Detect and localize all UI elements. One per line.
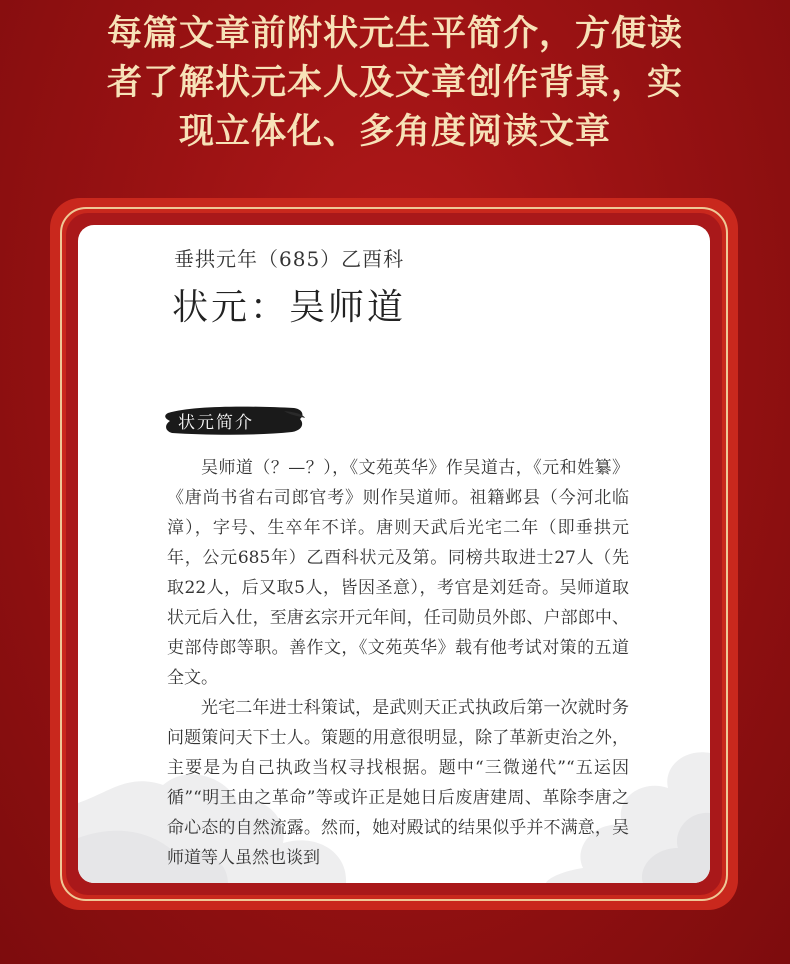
paragraph: 吴师道（？—？），《文苑英华》作吴道古，《元和姓纂》《唐尚书省右司郎官考》则作吴道师。祖籍邺县（今河北临漳），字号、生卒年不详。唐则天武后光宅二年（即垂拱元年，公元685年）乙酉科状元及第。同榜共取进士27人（先取22人，后又取5人，皆因圣意），考官是刘廷奇。吴师道取状元后入仕，至唐玄宗开元年间，任司勋员外郎、户部郎中、吏部侍郎等职。善作文，《文苑英华》载有他考试对策的五道全文。: [167, 458, 629, 688]
headline-line-2: 者了解状元本人及文章创作背景，实: [106, 63, 683, 103]
promo-headline: [40, 10, 750, 157]
page-title: 状元：吴师道: [172, 287, 407, 328]
biography-text: [167, 453, 629, 873]
headline-line-1: 每篇文章前附状元生平简介，方便读: [106, 14, 683, 54]
book-page: [78, 225, 710, 883]
headline-line-3: 现立体化、多角度阅读文章: [178, 112, 611, 152]
section-label: 状元简介: [178, 413, 254, 433]
paragraph: 光宅二年进士科策试，是武则天正式执政后第一次就时务问题策问天下士人。策题的用意很明显，除了革新吏治之外，主要是为自己执政当权寻找根据。题中“三微递代”“五运因循”“明王由之革命”等或许正是她日后废唐建周、革除李唐之命心态的自然流露。然而，她对殿试的结果似乎并不满意，吴师道等人虽然也谈到: [167, 698, 629, 868]
exam-year: 垂拱元年（685）乙酉科: [174, 247, 405, 271]
